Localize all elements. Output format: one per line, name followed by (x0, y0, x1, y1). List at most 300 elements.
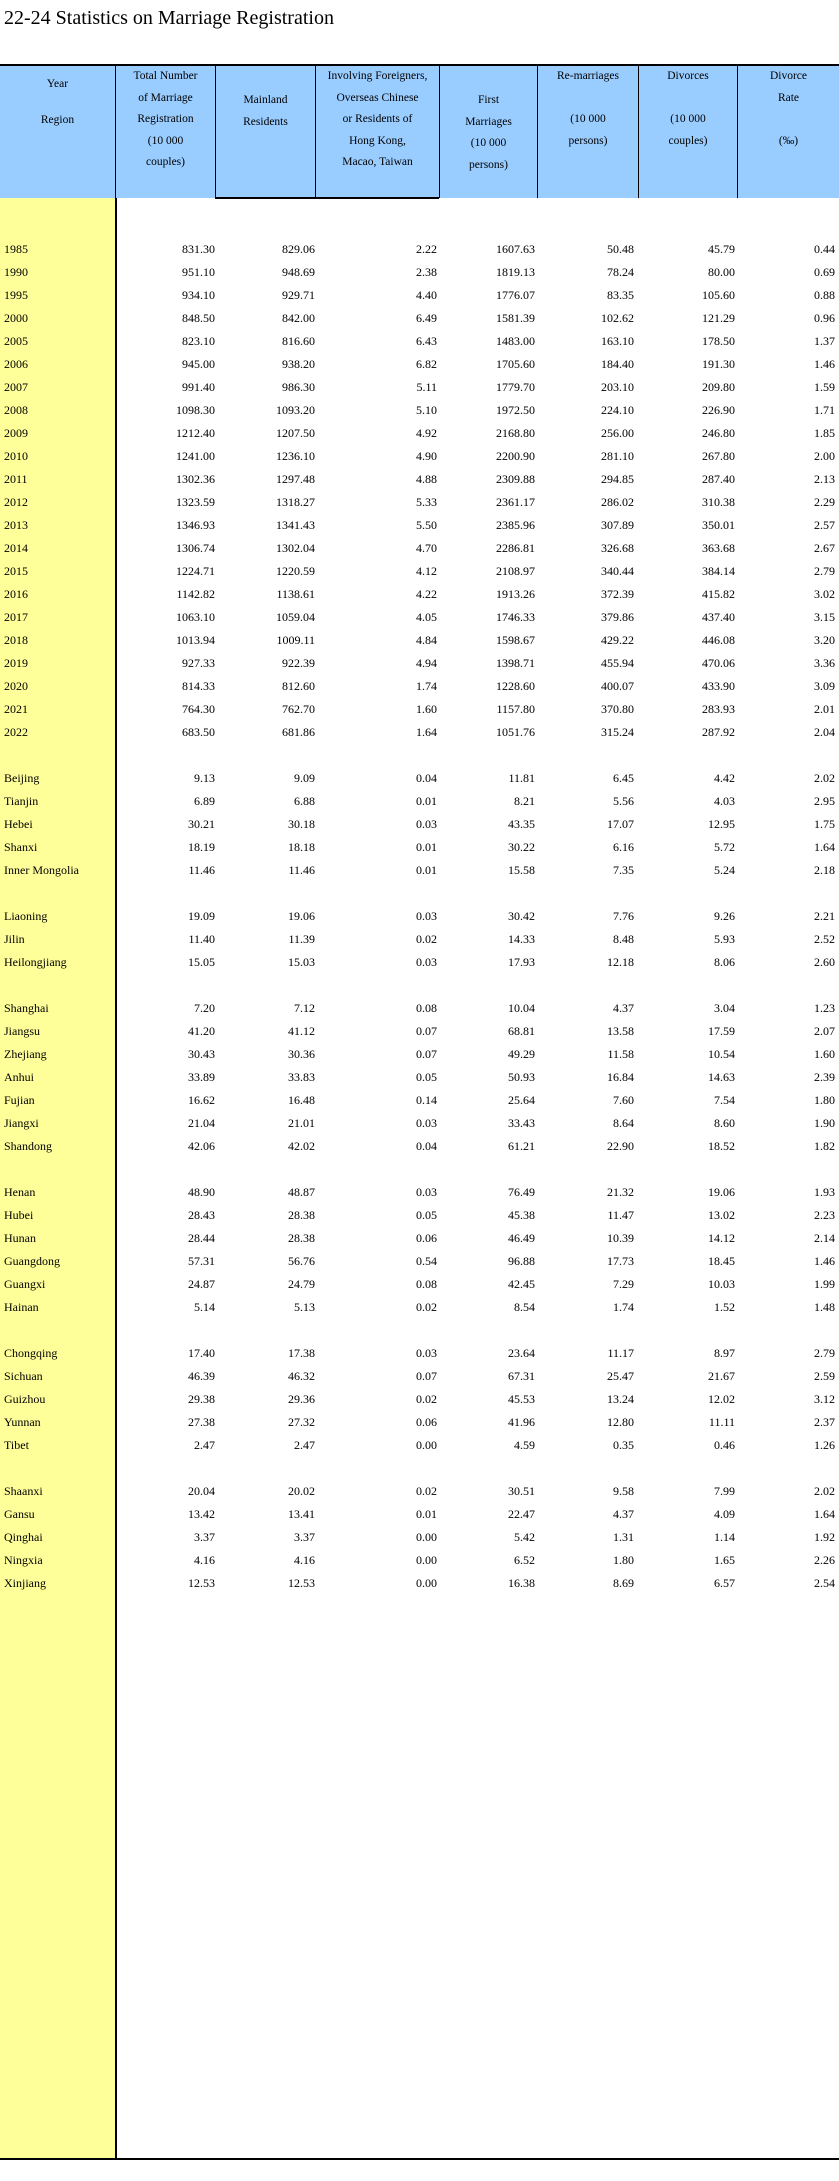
first-marriages-cell: 1746.33 (496, 610, 535, 624)
header-line: persons) (469, 158, 508, 171)
re-marriages-cell: 6.16 (613, 840, 634, 854)
divorce-rate-cell: 3.20 (814, 633, 835, 647)
page-title: 22-24 Statistics on Marriage Registration (4, 7, 334, 29)
first-marriages-cell: 45.53 (508, 1392, 535, 1406)
region-label: Beijing (4, 771, 40, 785)
first-marriages-cell: 2108.97 (496, 564, 535, 578)
divorce-rate-cell: 2.21 (814, 909, 835, 923)
header-subrule (215, 197, 439, 199)
first-marriages-cell: 1157.80 (496, 702, 535, 716)
header-first-marriages (439, 66, 537, 198)
region-row (0, 1227, 839, 1249)
region-label: Guangxi (4, 1277, 46, 1291)
first-marriages-cell: 1051.76 (496, 725, 535, 739)
year-row (0, 675, 839, 697)
region-row (0, 997, 839, 1019)
region-row (0, 859, 839, 881)
total-registration-cell: 823.10 (182, 334, 215, 348)
first-marriages-cell: 61.21 (508, 1139, 535, 1153)
divorce-rate-cell: 3.02 (814, 587, 835, 601)
divorce-rate-cell: 1.85 (814, 426, 835, 440)
header-divorces (638, 66, 737, 198)
mainland-residents-cell: 922.39 (282, 656, 315, 670)
region-label: Yunnan (4, 1415, 41, 1429)
divorce-rate-cell: 1.23 (814, 1001, 835, 1015)
divorce-rate-cell: 2.13 (814, 472, 835, 486)
table-header (0, 66, 839, 198)
total-registration-cell: 20.04 (188, 1484, 215, 1498)
region-label: Shanxi (4, 840, 38, 854)
mainland-residents-cell: 27.32 (288, 1415, 315, 1429)
header-total-registration (115, 66, 215, 198)
first-marriages-cell: 1483.00 (496, 334, 535, 348)
re-marriages-cell: 7.29 (613, 1277, 634, 1291)
first-marriages-cell: 33.43 (508, 1116, 535, 1130)
mainland-residents-cell: 21.01 (288, 1116, 315, 1130)
divorce-rate-cell: 2.04 (814, 725, 835, 739)
divorces-cell: 209.80 (702, 380, 735, 394)
mainland-residents-cell: 1009.11 (276, 633, 315, 647)
mainland-residents-cell: 1318.27 (276, 495, 315, 509)
involving-foreigners-cell: 4.40 (416, 288, 437, 302)
mainland-residents-cell: 1302.04 (276, 541, 315, 555)
divorce-rate-cell: 3.12 (814, 1392, 835, 1406)
year-label: 2011 (4, 472, 28, 486)
re-marriages-cell: 315.24 (601, 725, 634, 739)
total-registration-cell: 24.87 (188, 1277, 215, 1291)
re-marriages-cell: 11.47 (607, 1208, 634, 1222)
year-row (0, 583, 839, 605)
divorce-rate-cell: 1.90 (814, 1116, 835, 1130)
involving-foreigners-cell: 0.06 (416, 1231, 437, 1245)
region-row (0, 1273, 839, 1295)
mainland-residents-cell: 30.18 (288, 817, 315, 831)
divorce-rate-cell: 2.07 (814, 1024, 835, 1038)
re-marriages-cell: 372.39 (601, 587, 634, 601)
header-corner (0, 66, 115, 198)
region-label: Henan (4, 1185, 36, 1199)
divorces-cell: 11.11 (708, 1415, 735, 1429)
region-row (0, 1365, 839, 1387)
mainland-residents-cell: 812.60 (282, 679, 315, 693)
re-marriages-cell: 7.35 (613, 863, 634, 877)
divorce-rate-cell: 2.54 (814, 1576, 835, 1590)
first-marriages-cell: 45.38 (508, 1208, 535, 1222)
mainland-residents-cell: 56.76 (288, 1254, 315, 1268)
re-marriages-cell: 17.07 (607, 817, 634, 831)
total-registration-cell: 1142.82 (176, 587, 215, 601)
re-marriages-cell: 163.10 (601, 334, 634, 348)
region-label: Heilongjiang (4, 955, 67, 969)
re-marriages-cell: 224.10 (601, 403, 634, 417)
involving-foreigners-cell: 0.06 (416, 1415, 437, 1429)
divorces-cell: 4.09 (714, 1507, 735, 1521)
total-registration-cell: 2.47 (194, 1438, 215, 1452)
involving-foreigners-cell: 0.01 (416, 1507, 437, 1521)
divorces-cell: 267.80 (702, 449, 735, 463)
total-registration-cell: 1241.00 (176, 449, 215, 463)
re-marriages-cell: 12.18 (607, 955, 634, 969)
region-row (0, 1572, 839, 1594)
first-marriages-cell: 41.96 (508, 1415, 535, 1429)
first-marriages-cell: 1705.60 (496, 357, 535, 371)
mainland-residents-cell: 33.83 (288, 1070, 315, 1084)
divorces-cell: 6.57 (714, 1576, 735, 1590)
mainland-residents-cell: 17.38 (288, 1346, 315, 1360)
header-mainland-residents (215, 66, 315, 198)
mainland-residents-cell: 7.12 (294, 1001, 315, 1015)
involving-foreigners-cell: 4.70 (416, 541, 437, 555)
divorces-cell: 12.02 (708, 1392, 735, 1406)
involving-foreigners-cell: 4.22 (416, 587, 437, 601)
region-row (0, 951, 839, 973)
total-registration-cell: 1306.74 (176, 541, 215, 555)
divorce-rate-cell: 2.59 (814, 1369, 835, 1383)
year-label: 2009 (4, 426, 28, 440)
mainland-residents-cell: 13.41 (288, 1507, 315, 1521)
re-marriages-cell: 8.48 (613, 932, 634, 946)
total-registration-cell: 991.40 (182, 380, 215, 394)
involving-foreigners-cell: 2.38 (416, 265, 437, 279)
first-marriages-cell: 2361.17 (496, 495, 535, 509)
total-registration-cell: 951.10 (182, 265, 215, 279)
divorces-cell: 287.40 (702, 472, 735, 486)
mainland-residents-cell: 938.20 (282, 357, 315, 371)
divorce-rate-cell: 1.64 (814, 840, 835, 854)
involving-foreigners-cell: 0.01 (416, 794, 437, 808)
header-line: Re-marriages (557, 70, 619, 82)
year-label: 1985 (4, 242, 28, 256)
total-registration-cell: 11.40 (188, 932, 215, 946)
year-row (0, 606, 839, 628)
divorce-rate-cell: 2.02 (814, 1484, 835, 1498)
first-marriages-cell: 1398.71 (496, 656, 535, 670)
divorce-rate-cell: 1.37 (814, 334, 835, 348)
region-row (0, 790, 839, 812)
re-marriages-cell: 1.31 (613, 1530, 634, 1544)
region-row (0, 1296, 839, 1318)
divorces-cell: 105.60 (702, 288, 735, 302)
divorces-cell: 415.82 (702, 587, 735, 601)
involving-foreigners-cell: 0.02 (416, 1392, 437, 1406)
year-label: 2010 (4, 449, 28, 463)
header-line: couples) (146, 156, 185, 168)
mainland-residents-cell: 842.00 (282, 311, 315, 325)
re-marriages-cell: 9.58 (613, 1484, 634, 1498)
header-line: Hong Kong, (349, 134, 406, 147)
region-row (0, 813, 839, 835)
re-marriages-cell: 13.58 (607, 1024, 634, 1038)
divorces-cell: 4.03 (714, 794, 735, 808)
mainland-residents-cell: 3.37 (294, 1530, 315, 1544)
divorce-rate-cell: 0.69 (814, 265, 835, 279)
header-line: (10 000 (670, 113, 706, 125)
year-row (0, 698, 839, 720)
region-label: Fujian (4, 1093, 35, 1107)
divorces-cell: 21.67 (708, 1369, 735, 1383)
first-marriages-cell: 11.81 (508, 771, 535, 785)
divorces-cell: 19.06 (708, 1185, 735, 1199)
year-row (0, 652, 839, 674)
year-label: 2018 (4, 633, 28, 647)
year-row (0, 238, 839, 260)
divorce-rate-cell: 2.60 (814, 955, 835, 969)
total-registration-cell: 934.10 (182, 288, 215, 302)
divorces-cell: 12.95 (708, 817, 735, 831)
re-marriages-cell: 12.80 (607, 1415, 634, 1429)
involving-foreigners-cell: 0.02 (416, 1300, 437, 1314)
first-marriages-cell: 30.42 (508, 909, 535, 923)
involving-foreigners-cell: 5.50 (416, 518, 437, 532)
involving-foreigners-cell: 0.05 (416, 1070, 437, 1084)
total-registration-cell: 33.89 (188, 1070, 215, 1084)
header-line: Residents (243, 115, 288, 128)
header-line (538, 88, 638, 110)
mainland-residents-cell: 30.36 (288, 1047, 315, 1061)
divorce-rate-cell: 1.80 (814, 1093, 835, 1107)
divorces-cell: 7.54 (714, 1093, 735, 1107)
divorce-rate-cell: 1.26 (814, 1438, 835, 1452)
divorces-cell: 8.06 (714, 955, 735, 969)
total-registration-cell: 16.62 (188, 1093, 215, 1107)
mainland-residents-cell: 15.03 (288, 955, 315, 969)
mainland-residents-cell: 19.06 (288, 909, 315, 923)
total-registration-cell: 1098.30 (176, 403, 215, 417)
divorces-cell: 14.12 (708, 1231, 735, 1245)
first-marriages-cell: 1607.63 (496, 242, 535, 256)
first-marriages-cell: 23.64 (508, 1346, 535, 1360)
region-row (0, 1181, 839, 1203)
divorce-rate-cell: 1.48 (814, 1300, 835, 1314)
re-marriages-cell: 83.35 (607, 288, 634, 302)
mainland-residents-cell: 9.09 (294, 771, 315, 785)
header-divorce-rate (737, 66, 839, 198)
re-marriages-cell: 21.32 (607, 1185, 634, 1199)
first-marriages-cell: 14.33 (508, 932, 535, 946)
region-row (0, 928, 839, 950)
divorces-cell: 3.04 (714, 1001, 735, 1015)
involving-foreigners-cell: 5.10 (416, 403, 437, 417)
re-marriages-cell: 6.45 (613, 771, 634, 785)
region-label: Gansu (4, 1507, 35, 1521)
involving-foreigners-cell: 0.03 (416, 1116, 437, 1130)
involving-foreigners-cell: 1.74 (416, 679, 437, 693)
mainland-residents-cell: 46.32 (288, 1369, 315, 1383)
header-line (639, 88, 737, 110)
first-marriages-cell: 1972.50 (496, 403, 535, 417)
divorces-cell: 470.06 (702, 656, 735, 670)
region-row (0, 1066, 839, 1088)
region-row (0, 1411, 839, 1433)
year-row (0, 284, 839, 306)
first-marriages-cell: 15.58 (508, 863, 535, 877)
re-marriages-cell: 0.35 (613, 1438, 634, 1452)
involving-foreigners-cell: 5.33 (416, 495, 437, 509)
involving-foreigners-cell: 0.04 (416, 1139, 437, 1153)
divorce-rate-cell: 2.00 (814, 449, 835, 463)
divorces-cell: 363.68 (702, 541, 735, 555)
header-line: Divorce (769, 70, 808, 82)
involving-foreigners-cell: 0.00 (416, 1553, 437, 1567)
first-marriages-cell: 1598.67 (496, 633, 535, 647)
mainland-residents-cell: 24.79 (288, 1277, 315, 1291)
involving-foreigners-cell: 0.07 (416, 1024, 437, 1038)
region-label: Inner Mongolia (4, 863, 79, 877)
total-registration-cell: 30.21 (188, 817, 215, 831)
mainland-residents-cell: 1207.50 (276, 426, 315, 440)
first-marriages-cell: 43.35 (508, 817, 535, 831)
involving-foreigners-cell: 0.03 (416, 817, 437, 831)
region-label: Anhui (4, 1070, 34, 1084)
divorce-rate-cell: 2.79 (814, 564, 835, 578)
divorce-rate-cell: 2.14 (814, 1231, 835, 1245)
re-marriages-cell: 294.85 (601, 472, 634, 486)
mainland-residents-cell: 681.86 (282, 725, 315, 739)
divorces-cell: 5.72 (714, 840, 735, 854)
divorce-rate-cell: 2.57 (814, 518, 835, 532)
header-line: Mainland (243, 94, 288, 106)
first-marriages-cell: 42.45 (508, 1277, 535, 1291)
divorce-rate-cell: 2.18 (814, 863, 835, 877)
divorces-cell: 446.08 (702, 633, 735, 647)
header-line: Total Number (133, 70, 198, 82)
re-marriages-cell: 400.07 (601, 679, 634, 693)
first-marriages-cell: 67.31 (508, 1369, 535, 1383)
mainland-residents-cell: 11.39 (288, 932, 315, 946)
total-registration-cell: 30.43 (188, 1047, 215, 1061)
involving-foreigners-cell: 4.12 (416, 564, 437, 578)
year-label: 2021 (4, 702, 28, 716)
region-label: Hubei (4, 1208, 34, 1222)
region-row (0, 905, 839, 927)
divorce-rate-cell: 1.59 (814, 380, 835, 394)
total-registration-cell: 48.90 (188, 1185, 215, 1199)
involving-foreigners-cell: 6.49 (416, 311, 437, 325)
re-marriages-cell: 7.76 (613, 909, 634, 923)
divorces-cell: 437.40 (702, 610, 735, 624)
region-label: Hunan (4, 1231, 36, 1245)
total-registration-cell: 42.06 (188, 1139, 215, 1153)
year-row (0, 560, 839, 582)
involving-foreigners-cell: 0.00 (416, 1438, 437, 1452)
involving-foreigners-cell: 4.88 (416, 472, 437, 486)
involving-foreigners-cell: 4.84 (416, 633, 437, 647)
total-registration-cell: 927.33 (182, 656, 215, 670)
mainland-residents-cell: 20.02 (288, 1484, 315, 1498)
divorce-rate-cell: 2.01 (814, 702, 835, 716)
mainland-residents-cell: 1138.61 (276, 587, 315, 601)
re-marriages-cell: 326.68 (601, 541, 634, 555)
divorces-cell: 45.79 (708, 242, 735, 256)
total-registration-cell: 21.04 (188, 1116, 215, 1130)
total-registration-cell: 1224.71 (176, 564, 215, 578)
involving-foreigners-cell: 0.08 (416, 1277, 437, 1291)
mainland-residents-cell: 41.12 (288, 1024, 315, 1038)
total-registration-cell: 13.42 (188, 1507, 215, 1521)
header-line: couples) (668, 134, 708, 147)
region-label: Xinjiang (4, 1576, 46, 1590)
year-row (0, 422, 839, 444)
involving-foreigners-cell: 0.02 (416, 932, 437, 946)
divorce-rate-cell: 1.93 (814, 1185, 835, 1199)
mainland-residents-cell: 12.53 (288, 1576, 315, 1590)
total-registration-cell: 57.31 (188, 1254, 215, 1268)
involving-foreigners-cell: 5.11 (416, 380, 437, 394)
divorces-cell: 4.42 (714, 771, 735, 785)
total-registration-cell: 1063.10 (176, 610, 215, 624)
divorces-cell: 18.45 (708, 1254, 735, 1268)
total-registration-cell: 1013.94 (176, 633, 215, 647)
region-label: Qinghai (4, 1530, 43, 1544)
first-marriages-cell: 17.93 (508, 955, 535, 969)
divorce-rate-cell: 1.82 (814, 1139, 835, 1153)
total-registration-cell: 4.16 (194, 1553, 215, 1567)
re-marriages-cell: 379.86 (601, 610, 634, 624)
total-registration-cell: 28.43 (188, 1208, 215, 1222)
re-marriages-cell: 22.90 (607, 1139, 634, 1153)
divorces-cell: 17.59 (708, 1024, 735, 1038)
re-marriages-cell: 340.44 (601, 564, 634, 578)
total-registration-cell: 41.20 (188, 1024, 215, 1038)
first-marriages-cell: 8.21 (514, 794, 535, 808)
region-label: Tianjin (4, 794, 39, 808)
re-marriages-cell: 10.39 (607, 1231, 634, 1245)
total-registration-cell: 1212.40 (176, 426, 215, 440)
first-marriages-cell: 2200.90 (496, 449, 535, 463)
re-marriages-cell: 256.00 (601, 426, 634, 440)
region-label: Chongqing (4, 1346, 58, 1360)
divorce-rate-cell: 0.44 (814, 242, 835, 256)
divorces-cell: 5.93 (714, 932, 735, 946)
first-marriages-cell: 6.52 (514, 1553, 535, 1567)
involving-foreigners-cell: 0.08 (416, 1001, 437, 1015)
header-line: (10 000 (470, 137, 507, 149)
region-row (0, 767, 839, 789)
divorce-rate-cell: 3.09 (814, 679, 835, 693)
involving-foreigners-cell: 0.14 (416, 1093, 437, 1107)
involving-foreigners-cell: 0.04 (416, 771, 437, 785)
involving-foreigners-cell: 0.03 (416, 1346, 437, 1360)
involving-foreigners-cell: 0.01 (416, 863, 437, 877)
divorces-cell: 7.99 (714, 1484, 735, 1498)
year-label: 2019 (4, 656, 28, 670)
involving-foreigners-cell: 0.07 (416, 1047, 437, 1061)
region-label: Guangdong (4, 1254, 60, 1268)
total-registration-cell: 764.30 (182, 702, 215, 716)
total-registration-cell: 1323.59 (176, 495, 215, 509)
mainland-residents-cell: 816.60 (282, 334, 315, 348)
re-marriages-cell: 286.02 (601, 495, 634, 509)
year-row (0, 399, 839, 421)
re-marriages-cell: 4.37 (613, 1507, 634, 1521)
header-line: Rate (777, 91, 800, 104)
mainland-residents-cell: 1297.48 (276, 472, 315, 486)
header-line: (10 000 (570, 113, 606, 125)
total-registration-cell: 945.00 (182, 357, 215, 371)
divorces-cell: 8.60 (714, 1116, 735, 1130)
first-marriages-cell: 8.54 (514, 1300, 535, 1314)
divorces-cell: 10.54 (708, 1047, 735, 1061)
region-label: Guizhou (4, 1392, 46, 1406)
mainland-residents-cell: 1220.59 (276, 564, 315, 578)
year-row (0, 330, 839, 352)
header-re-marriages (537, 66, 638, 198)
divorce-rate-cell: 1.60 (814, 1047, 835, 1061)
re-marriages-cell: 281.10 (601, 449, 634, 463)
divorce-rate-cell: 0.88 (814, 288, 835, 302)
total-registration-cell: 6.89 (194, 794, 215, 808)
divorce-rate-cell: 3.15 (814, 610, 835, 624)
